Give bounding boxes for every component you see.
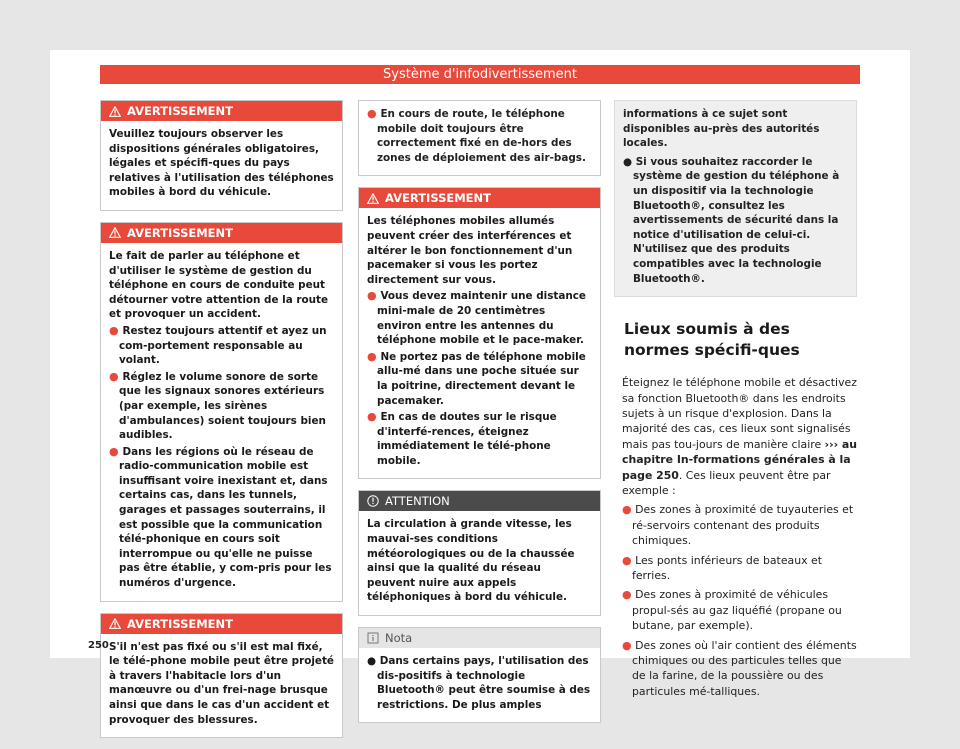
warning-heading: AVERTISSEMENT [385, 191, 492, 206]
list-item: ● Vous devez maintenir une distance mini-male de 20 centimètres environ entre les antennes du téléphone mobile et le pace-maker. [367, 289, 586, 347]
list-item: ● En cas de doutes sur le risque d'interfé-rences, éteignez immédiatement le télé-phone mobile. [367, 410, 557, 467]
body-paragraph: Éteignez le téléphone mobile et désactivez sa fonction Bluetooth® dans les endroits sujets à un risque d'explosion. Dans la majorité des cas, ces lieux sont signalisés mais pas tou-jours de manière claire ››› au chapitre In-formations générales à la page 250. Ces lieux peuvent être par exemple : [622, 376, 858, 497]
bullet-dot: ● [622, 588, 636, 602]
warning-box-4 [358, 187, 601, 479]
list-item: ● Des zones où l'air contient des éléments chimiques ou des particules telles que de la farine, de la poussière ou des particules mé-talliques. [622, 638, 857, 698]
list-item: ● Dans les régions où le réseau de radio-communication mobile est insuffisant voire inexistant et, dans certains cas, dans les tunnels, garages et passages souterrains, il est possible que la communication télé-phonique en cours soit interrompue ou qu'elle ne puisse pas être établie, y com-pris pour les numéros d'urgence. [109, 444, 332, 590]
bullet-dot: ● [109, 444, 123, 458]
bullet-dot: ● [622, 503, 636, 517]
warning-body [101, 121, 342, 210]
warning-triangle-icon [109, 227, 121, 238]
warning-triangle-icon [367, 193, 379, 204]
warning-body [359, 208, 600, 478]
warning-text: S'il n'est pas fixé ou s'il est mal fixé, le télé-phone mobile peut être projeté à travers l'habitacle lors d'un manœuvre ou d'un frei-nage brusque ainsi que dans le cas d'un accident et provoquer des blessures. [109, 640, 334, 726]
warning-box-1 [100, 100, 343, 211]
warning-box-3 [100, 613, 343, 739]
nota-text: informations à ce sujet sont disponibles au-près des autorités locales. [623, 108, 820, 150]
page-number: 250 [88, 640, 109, 651]
warning-heading: AVERTISSEMENT [127, 616, 234, 631]
nota-body [359, 648, 600, 722]
bullet-dot: ● [367, 107, 381, 120]
warning-body [101, 243, 342, 601]
bullet-dot: ● [109, 369, 123, 383]
warning-triangle-icon [109, 618, 121, 629]
nota-box [358, 627, 601, 723]
bullet-dot: ● [367, 349, 381, 363]
warning-box-header [101, 101, 342, 121]
bullet-dot: ● [367, 655, 380, 668]
bullet-dot: ● [367, 410, 381, 424]
list-item: ● Ne portez pas de téléphone mobile allu-mé dans une poche située sur la poitrine, directement devant le pacemaker. [367, 349, 586, 407]
nota-heading: Nota [385, 631, 413, 646]
warning-heading: AVERTISSEMENT [127, 225, 234, 240]
warning-heading: AVERTISSEMENT [127, 104, 234, 118]
attention-box-header [359, 491, 600, 511]
warning-box-header [359, 188, 600, 208]
attention-box [358, 490, 601, 616]
column-3 [614, 100, 857, 703]
list-item: ● Restez toujours attentif et ayez un com-portement responsable au volant. [109, 323, 327, 367]
attention-text: La circulation à grande vitesse, les mauvai-ses conditions météorologiques ou de la chaussée ainsi que la qualité du réseau peuvent nuire aux appels téléphoniques à bord du véhicule. [367, 518, 575, 604]
warning-triangle-icon [109, 106, 121, 117]
bullet-dot: ● [622, 638, 636, 652]
list-item: ● Des zones à proximité de véhicules propul-sés au gaz liquéfié (propane ou butane, par exemple). [622, 588, 842, 633]
page-header: Système d'infodivertissement [100, 65, 860, 84]
warning-text: Veuillez toujours observer les dispositions générales obligatoires, légales et spécifi-ques du pays relatives à l'utilisation des téléphones mobiles à bord du véhicule. [109, 128, 334, 199]
nota-box-continued [614, 100, 857, 297]
bullet-dot: ● [367, 289, 381, 303]
list-item: ● Les ponts inférieurs de bateaux et ferries. [622, 553, 822, 582]
list-item: ● Réglez le volume sonore de sorte que les signaux sonores extérieurs (par exemple, les sirènes d'ambulances) soient toujours bien audibles. [109, 369, 326, 442]
warning-text: Le fait de parler au téléphone et d'utiliser le système de gestion du téléphone en cours de conduite peut détourner votre attention de la route et provoquer un accident. [109, 249, 329, 321]
warning-body [101, 634, 342, 738]
column-2 [358, 100, 601, 734]
info-circle-icon [367, 495, 379, 507]
attention-heading: ATTENTION [385, 494, 450, 509]
nota-box-header [359, 628, 600, 648]
attention-body [359, 511, 600, 615]
bullet-dot: ● [109, 323, 123, 337]
warning-text: Les téléphones mobiles allumés peuvent créer des interférences et altérer le bon fonctionnement d'un pacemaker si vous les portez directement sur vous. [367, 215, 573, 286]
warning-box-header [101, 223, 342, 243]
section-title: Lieux soumis à des normes spécifi-ques [624, 320, 800, 360]
bullet-dot: ● [623, 155, 636, 168]
list-item: ● En cours de route, le téléphone mobile doit toujours être correctement fixé en de-hors des zones de déploiement des air-bags. [367, 107, 586, 164]
warning-box-continued [358, 100, 601, 176]
list-item: ● Dans certains pays, l'utilisation des dis-positifs à technologie Bluetooth® peut être soumise à des restrictions. De plus amples [367, 655, 591, 711]
list-item: ● Des zones à proximité de tuyauteries et ré-servoirs contenant des produits chimiques. [622, 503, 854, 548]
column-1 [100, 100, 343, 749]
warning-box-header [101, 614, 342, 634]
chapter-reference-link[interactable]: ››› au chapitre In-formations générales à la page 250 [622, 437, 858, 482]
warning-box-2 [100, 222, 343, 602]
note-icon [367, 632, 379, 644]
bullet-dot: ● [622, 553, 636, 567]
list-item: ● Si vous souhaitez raccorder le système de gestion du téléphone à un dispositif via la technologie Bluetooth®, consultez les avertissements de sécurité dans la notice d'utilisation de celui-ci. N'utilisez que des produits compatibles avec la technologie Bluetooth®. [623, 155, 840, 285]
